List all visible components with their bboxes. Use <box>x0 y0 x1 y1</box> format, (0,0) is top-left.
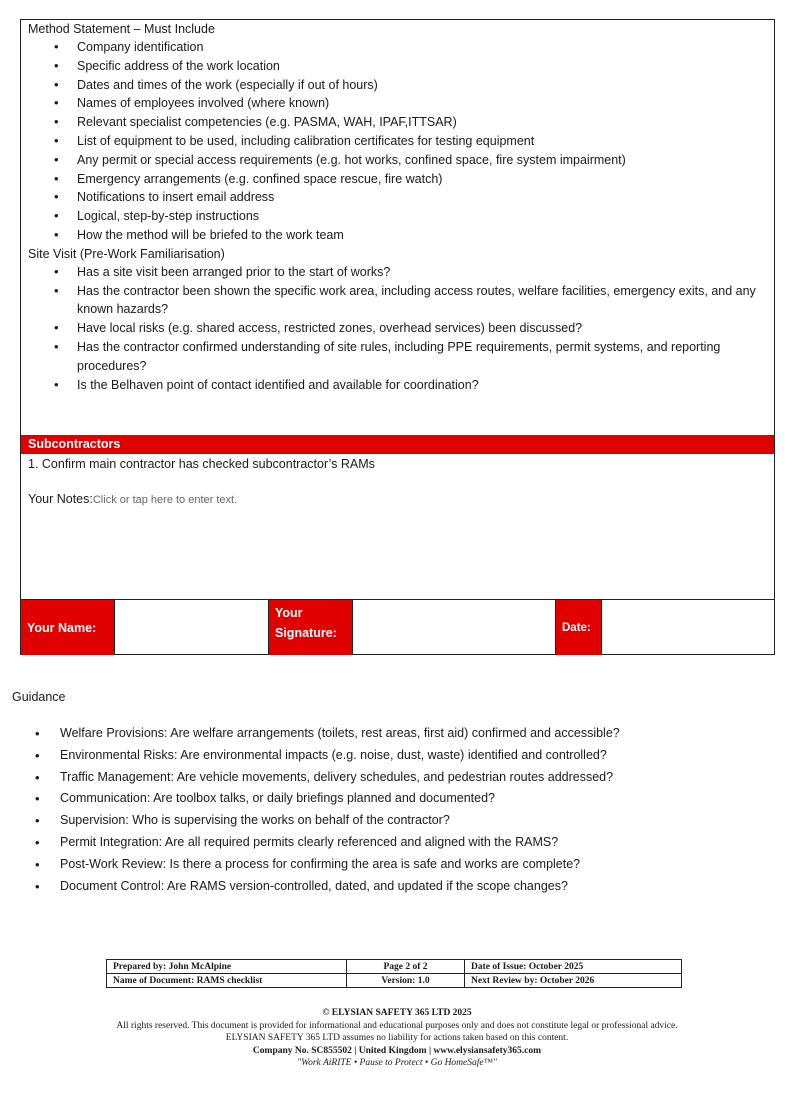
list-item: • Relevant specialist competencies (e.g. PASMA, WAH, IPAF,ITTSAR) <box>21 113 774 132</box>
next-review-cell: Next Review by: October 2026 <box>465 974 682 988</box>
guidance-term: Supervision <box>60 813 126 828</box>
liability-line: ELYSIAN SAFETY 365 LTD assumes no liability for actions taken based on this content. <box>225 1033 569 1043</box>
company-info-line: Company No. SC855502 | United Kingdom | www.elysiansafety365.com <box>252 1045 542 1056</box>
guidance-text: : Are environmental impacts (e.g. noise, dust, waste) identified and controlled? <box>173 747 607 762</box>
guidance-item <box>0 876 794 898</box>
guidance-term: Communication <box>60 791 147 806</box>
copyright-line: © ELYSIAN SAFETY 365 LTD 2025 <box>322 1008 472 1018</box>
name-field[interactable] <box>115 600 269 655</box>
site-visit-list <box>21 263 774 395</box>
date-field[interactable] <box>602 600 774 655</box>
guidance-text: : Is there a process for confirming the area is safe and works are complete? <box>162 856 581 871</box>
guidance-text: : Who is supervising the works on behalf of the contractor? <box>125 813 450 828</box>
list-item: • Specific address of the work location <box>21 57 774 76</box>
table-row <box>107 960 682 974</box>
signature-label: Your Signature: <box>269 600 353 655</box>
notes-label: Your Notes: <box>28 492 93 506</box>
guidance-term: Permit Integration <box>60 834 159 849</box>
guidance-list <box>0 723 794 897</box>
signature-row <box>21 599 774 655</box>
document-name-cell: Name of Document: RAMS checklist <box>107 974 347 988</box>
method-statement-heading: Method Statement – Must Include <box>28 22 215 36</box>
list-item: • Logical, step-by-step instructions <box>21 207 774 226</box>
notes-field[interactable] <box>21 490 774 509</box>
list-item: • Dates and times of the work (especially if out of hours) <box>21 76 774 95</box>
list-item: • Names of employees involved (where known) <box>21 94 774 113</box>
guidance-term: Traffic Management <box>60 769 171 784</box>
method-statement-list <box>21 38 774 245</box>
list-item: • Have local risks (e.g. shared access, restricted zones, overhead services) been discussed? <box>21 319 774 338</box>
list-item: • Is the Belhaven point of contact identified and available for coordination? <box>21 376 774 395</box>
method-statement-section <box>21 20 774 435</box>
list-item: • Any permit or special access requirements (e.g. hot works, confined space, fire system impairment) <box>21 151 774 170</box>
version-cell: Version: 1.0 <box>347 974 465 988</box>
guidance-item <box>0 788 794 810</box>
guidance-item <box>0 832 794 854</box>
list-item: • Has the contractor been shown the specific work area, including access routes, welfare facilities, emergency exits, and any known hazards? <box>21 282 774 320</box>
list-item: • Company identification <box>21 38 774 57</box>
list-item: • Has a site visit been arranged prior to the start of works? <box>21 263 774 282</box>
disclaimer-line: All rights reserved. This document is provided for informational and educational purposes only and does not constitute legal or professional advice. <box>116 1020 678 1031</box>
subcontractors-body <box>21 454 774 599</box>
list-item: • Emergency arrangements (e.g. confined space rescue, fire watch) <box>21 170 774 189</box>
guidance-item <box>0 767 794 789</box>
guidance-term: Welfare Provisions <box>60 726 164 740</box>
guidance-term: Document Control <box>60 878 161 893</box>
copyright-block <box>0 1007 794 1070</box>
list-item: • List of equipment to be used, including calibration certificates for testing equipment <box>21 132 774 151</box>
guidance-item <box>0 854 794 876</box>
guidance-term: Environmental Risks <box>60 747 174 762</box>
guidance-text: : Are welfare arrangements (toilets, rest areas, first aid) confirmed and accessible? <box>163 726 620 740</box>
list-item: • Has the contractor confirmed understanding of site rules, including PPE requirements, permit systems, and reporting procedures? <box>21 338 774 376</box>
subcontractors-header: Subcontractors <box>21 435 774 454</box>
date-of-issue-cell: Date of Issue: October 2025 <box>465 960 682 974</box>
guidance-text: : Are RAMS version-controlled, dated, and updated if the scope changes? <box>160 878 568 893</box>
guidance-item <box>0 723 794 745</box>
date-label: Date: <box>556 600 602 655</box>
tagline: "Work AiRITE • Pause to Protect • Go HomeSafe™" <box>297 1058 497 1068</box>
checklist-box <box>20 19 775 655</box>
guidance-title: Guidance <box>12 690 66 704</box>
notes-placeholder[interactable]: Click or tap here to enter text. <box>92 494 238 506</box>
list-item: • How the method will be briefed to the work team <box>21 226 774 245</box>
site-visit-heading: Site Visit (Pre-Work Familiarisation) <box>28 246 225 261</box>
subcontractor-check-item: 1. Confirm main contractor has checked subcontractor’s RAMs <box>28 457 375 471</box>
page-number-cell: Page 2 of 2 <box>347 960 465 974</box>
name-label: Your Name: <box>21 600 115 655</box>
signature-field[interactable] <box>353 600 556 655</box>
guidance-term: Post-Work Review <box>60 856 163 871</box>
prepared-by-cell: Prepared by: John McAlpine <box>107 960 347 974</box>
guidance-item <box>0 810 794 832</box>
table-row <box>107 974 682 988</box>
guidance-text: : Are toolbox talks, or daily briefings planned and documented? <box>146 791 495 806</box>
list-item: • Notifications to insert email address <box>21 188 774 207</box>
guidance-text: : Are all required permits clearly referenced and aligned with the RAMS? <box>158 834 559 849</box>
document-control-table <box>106 959 682 988</box>
guidance-text: : Are vehicle movements, delivery schedules, and pedestrian routes addressed? <box>170 769 614 784</box>
guidance-item <box>0 745 794 767</box>
